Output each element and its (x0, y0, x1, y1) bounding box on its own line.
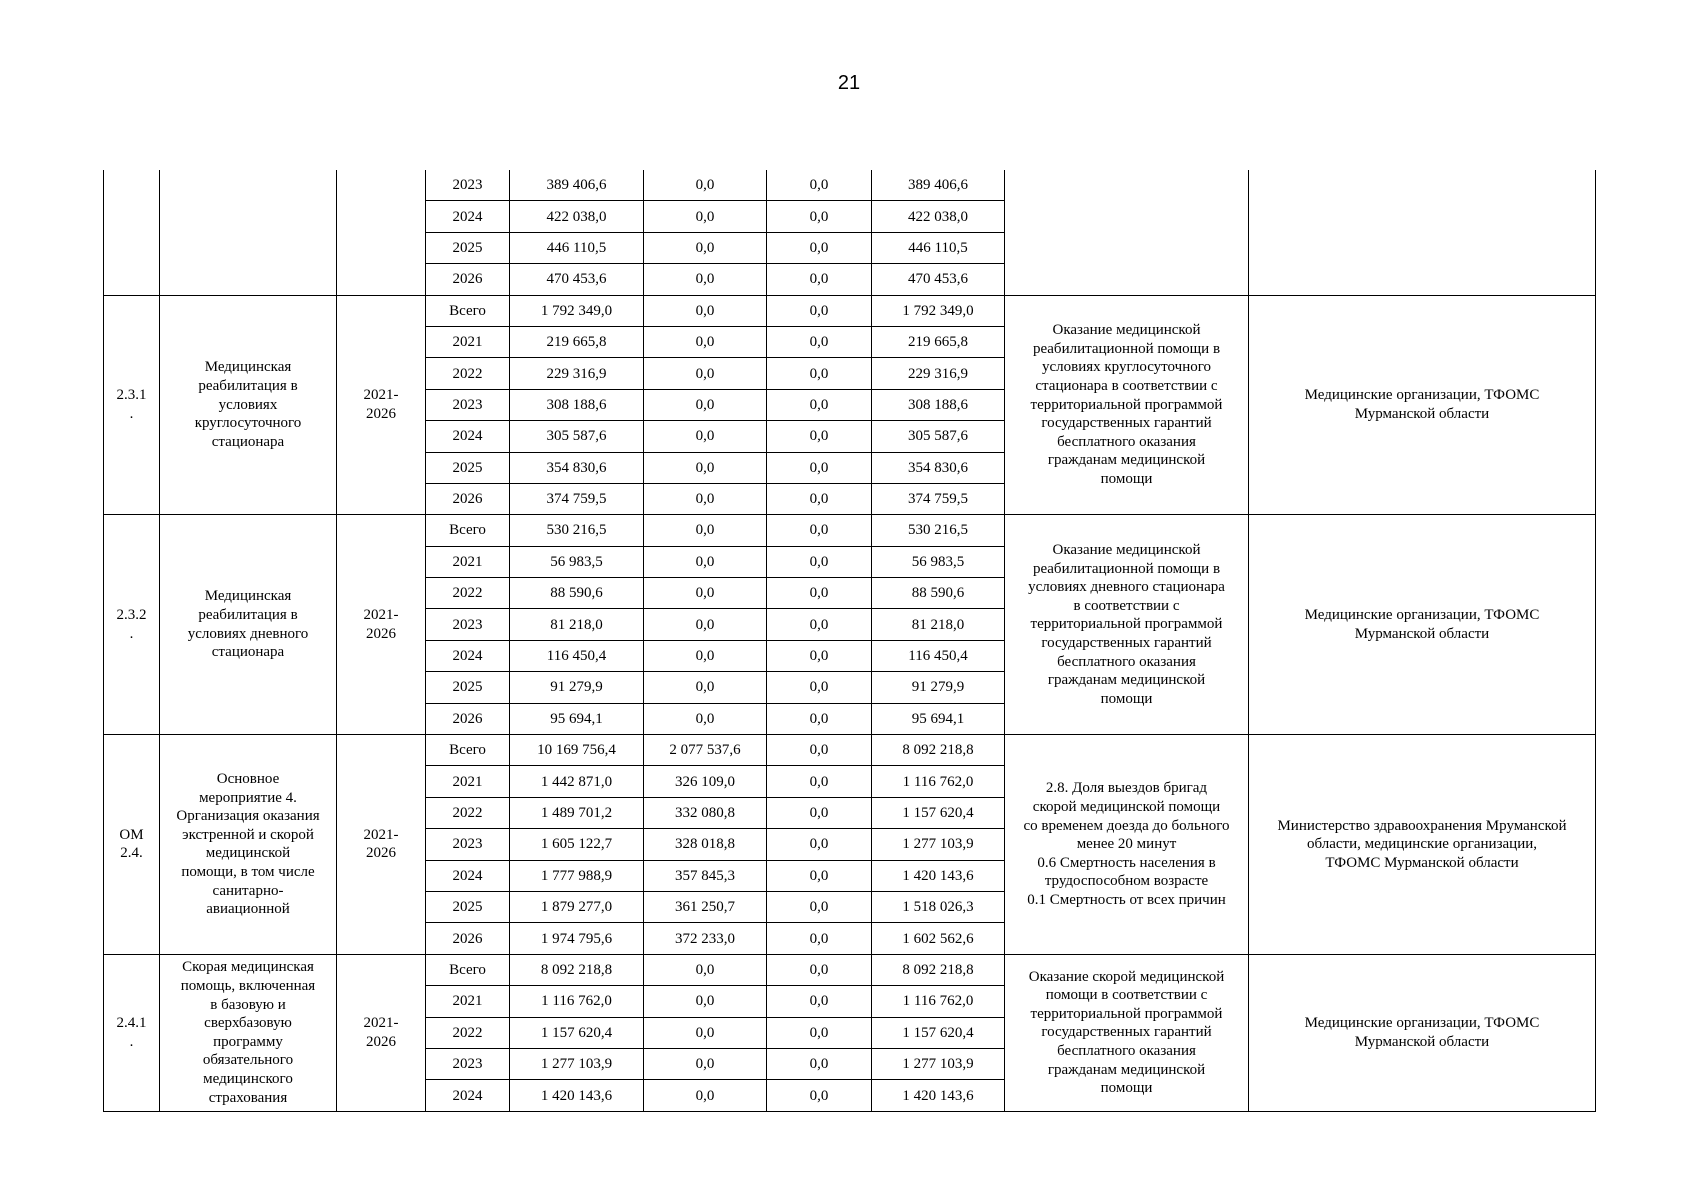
measure-executor: Медицинские организации, ТФОМС Мурманской области (1304, 607, 1540, 642)
cell-source-2: 0,0 (644, 609, 767, 640)
cell-code (104, 515, 160, 735)
cell-total: 354 830,6 (510, 452, 644, 483)
cell-total: 91 279,9 (510, 672, 644, 703)
cell-total: 1 442 871,0 (510, 766, 644, 797)
cell-source-2: 0,0 (644, 1048, 767, 1079)
cell-source-2: 0,0 (644, 578, 767, 609)
cell-source-2: 2 077 537,6 (644, 735, 767, 766)
cell-year: 2025 (426, 452, 510, 483)
cell-source-4: 305 587,6 (872, 421, 1005, 452)
cell-name (160, 515, 337, 735)
cell-name (160, 295, 337, 515)
cell-executor (1249, 295, 1596, 515)
cell-total: 1 792 349,0 (510, 295, 644, 326)
cell-source-2: 0,0 (644, 640, 767, 671)
table-row (104, 515, 1596, 546)
cell-source-3: 0,0 (767, 640, 872, 671)
cell-total: 1 777 988,9 (510, 860, 644, 891)
cell-total: 1 489 701,2 (510, 797, 644, 828)
cell-source-3: 0,0 (767, 578, 872, 609)
cell-source-2: 0,0 (644, 232, 767, 263)
measure-code: ОМ 2.4. (119, 826, 144, 862)
cell-executor (1249, 735, 1596, 955)
cell-source-4: 1 277 103,9 (872, 829, 1005, 860)
cell-source-2: 0,0 (644, 264, 767, 295)
cell-source-4: 354 830,6 (872, 452, 1005, 483)
cell-total: 308 188,6 (510, 389, 644, 420)
measure-name: Основное мероприятие 4. Организация оказания экстренной и скорой медицинской помощи, в том числе санитарно- авиационной (176, 771, 320, 918)
cell-total: 1 277 103,9 (510, 1048, 644, 1079)
cell-code (104, 170, 160, 295)
cell-source-2: 0,0 (644, 672, 767, 703)
cell-year: 2022 (426, 1017, 510, 1048)
program-measures-table (103, 170, 1596, 1112)
measure-period: 2021- 2026 (363, 387, 399, 422)
cell-source-3: 0,0 (767, 672, 872, 703)
cell-source-4: 8 092 218,8 (872, 954, 1005, 985)
cell-total: 229 316,9 (510, 358, 644, 389)
cell-total: 88 590,6 (510, 578, 644, 609)
cell-source-4: 422 038,0 (872, 201, 1005, 232)
cell-source-4: 389 406,6 (872, 170, 1005, 201)
measure-period: 2021- 2026 (363, 826, 399, 862)
cell-year: 2024 (426, 1080, 510, 1111)
cell-source-4: 56 983,5 (872, 546, 1005, 577)
cell-source-2: 0,0 (644, 452, 767, 483)
cell-total: 1 605 122,7 (510, 829, 644, 860)
cell-source-2: 0,0 (644, 201, 767, 232)
cell-year: 2023 (426, 389, 510, 420)
cell-year: 2022 (426, 358, 510, 389)
cell-source-2: 0,0 (644, 1080, 767, 1111)
table-row (104, 735, 1596, 766)
cell-period (337, 170, 426, 295)
cell-year: 2024 (426, 640, 510, 671)
cell-source-3: 0,0 (767, 546, 872, 577)
cell-source-3: 0,0 (767, 201, 872, 232)
cell-total: 95 694,1 (510, 703, 644, 734)
cell-name (160, 170, 337, 295)
cell-code (104, 735, 160, 955)
cell-source-2: 0,0 (644, 295, 767, 326)
cell-source-2: 0,0 (644, 703, 767, 734)
cell-total: 116 450,4 (510, 640, 644, 671)
cell-source-3: 0,0 (767, 358, 872, 389)
cell-total: 305 587,6 (510, 421, 644, 452)
cell-year: 2021 (426, 766, 510, 797)
cell-year: 2024 (426, 421, 510, 452)
cell-source-3: 0,0 (767, 703, 872, 734)
cell-total: 446 110,5 (510, 232, 644, 263)
cell-total: 422 038,0 (510, 201, 644, 232)
cell-source-3: 0,0 (767, 986, 872, 1017)
cell-total: 389 406,6 (510, 170, 644, 201)
cell-year: 2025 (426, 672, 510, 703)
cell-source-3: 0,0 (767, 170, 872, 201)
cell-year: 2021 (426, 326, 510, 357)
cell-total: 470 453,6 (510, 264, 644, 295)
cell-source-3: 0,0 (767, 515, 872, 546)
cell-year: 2022 (426, 797, 510, 828)
cell-code (104, 295, 160, 515)
cell-source-3: 0,0 (767, 1080, 872, 1111)
cell-source-3: 0,0 (767, 421, 872, 452)
cell-source-3: 0,0 (767, 264, 872, 295)
cell-source-2: 0,0 (644, 986, 767, 1017)
cell-source-3: 0,0 (767, 295, 872, 326)
cell-source-3: 0,0 (767, 766, 872, 797)
cell-source-2: 326 109,0 (644, 766, 767, 797)
cell-total: 8 092 218,8 (510, 954, 644, 985)
cell-source-2: 0,0 (644, 389, 767, 420)
measure-indicator: Оказание медицинской реабилитационной помощи в условиях круглосуточного стационара в соответствии с территориальной программой государственных гарантий бесплатного оказания гражданам медицинской помощи (1030, 322, 1223, 487)
cell-source-4: 374 759,5 (872, 483, 1005, 514)
cell-source-3: 0,0 (767, 735, 872, 766)
cell-source-2: 328 018,8 (644, 829, 767, 860)
cell-source-4: 81 218,0 (872, 609, 1005, 640)
cell-source-4: 530 216,5 (872, 515, 1005, 546)
cell-total: 1 116 762,0 (510, 986, 644, 1017)
cell-source-4: 95 694,1 (872, 703, 1005, 734)
cell-source-4: 1 602 562,6 (872, 923, 1005, 954)
cell-source-4: 91 279,9 (872, 672, 1005, 703)
cell-period (337, 735, 426, 955)
cell-source-4: 1 157 620,4 (872, 1017, 1005, 1048)
cell-executor (1249, 954, 1596, 1111)
cell-total: 530 216,5 (510, 515, 644, 546)
measure-period: 2021- 2026 (363, 607, 399, 642)
cell-year: 2024 (426, 860, 510, 891)
cell-source-4: 219 665,8 (872, 326, 1005, 357)
cell-indicator (1005, 295, 1249, 515)
cell-source-4: 1 518 026,3 (872, 891, 1005, 922)
cell-code (104, 954, 160, 1111)
cell-source-2: 0,0 (644, 170, 767, 201)
cell-source-2: 0,0 (644, 954, 767, 985)
cell-year: 2024 (426, 201, 510, 232)
cell-source-3: 0,0 (767, 954, 872, 985)
measure-name: Медицинская реабилитация в условиях дневного стационара (187, 588, 309, 661)
cell-source-3: 0,0 (767, 232, 872, 263)
cell-year: 2023 (426, 1048, 510, 1079)
cell-source-4: 116 450,4 (872, 640, 1005, 671)
cell-total: 1 879 277,0 (510, 891, 644, 922)
cell-executor (1249, 515, 1596, 735)
cell-source-2: 372 233,0 (644, 923, 767, 954)
cell-source-3: 0,0 (767, 797, 872, 828)
measure-code: 2.3.1 . (116, 387, 147, 422)
cell-total: 219 665,8 (510, 326, 644, 357)
cell-source-4: 1 420 143,6 (872, 860, 1005, 891)
cell-total: 1 157 620,4 (510, 1017, 644, 1048)
cell-source-4: 229 316,9 (872, 358, 1005, 389)
cell-year: 2023 (426, 829, 510, 860)
cell-source-2: 332 080,8 (644, 797, 767, 828)
cell-source-3: 0,0 (767, 609, 872, 640)
cell-source-4: 1 277 103,9 (872, 1048, 1005, 1079)
cell-year: 2022 (426, 578, 510, 609)
table-row (104, 295, 1596, 326)
cell-total: 81 218,0 (510, 609, 644, 640)
cell-source-4: 1 116 762,0 (872, 766, 1005, 797)
cell-source-2: 361 250,7 (644, 891, 767, 922)
measure-name: Скорая медицинская помощь, включенная в базовую и сверхбазовую программу обязательного медицинского страхования (180, 959, 316, 1106)
cell-source-3: 0,0 (767, 829, 872, 860)
measure-executor: Медицинские организации, ТФОМС Мурманской области (1304, 1015, 1540, 1050)
cell-source-3: 0,0 (767, 891, 872, 922)
cell-indicator (1005, 170, 1249, 295)
measure-code: 2.4.1 . (116, 1015, 147, 1050)
cell-indicator (1005, 954, 1249, 1111)
cell-indicator (1005, 735, 1249, 955)
cell-year: 2026 (426, 923, 510, 954)
table-row (104, 170, 1596, 201)
cell-source-4: 1 116 762,0 (872, 986, 1005, 1017)
cell-source-3: 0,0 (767, 326, 872, 357)
cell-source-3: 0,0 (767, 483, 872, 514)
cell-source-4: 88 590,6 (872, 578, 1005, 609)
cell-source-4: 1 792 349,0 (872, 295, 1005, 326)
cell-total: 1 420 143,6 (510, 1080, 644, 1111)
cell-total: 1 974 795,6 (510, 923, 644, 954)
cell-year: 2025 (426, 232, 510, 263)
cell-year: 2021 (426, 546, 510, 577)
cell-source-2: 0,0 (644, 546, 767, 577)
cell-source-3: 0,0 (767, 389, 872, 420)
measure-indicator: 2.8. Доля выездов бригад скорой медицинской помощи со временем доезда до больного менее 20 минут 0.6 Смертность населения в трудоспособном возрасте 0.1 Смертность от всех причин (1023, 780, 1230, 908)
cell-year: Всего (426, 954, 510, 985)
cell-year: 2026 (426, 703, 510, 734)
cell-total: 10 169 756,4 (510, 735, 644, 766)
cell-year: Всего (426, 295, 510, 326)
cell-source-2: 0,0 (644, 326, 767, 357)
cell-year: 2026 (426, 264, 510, 295)
cell-source-4: 1 420 143,6 (872, 1080, 1005, 1111)
measure-name: Медицинская реабилитация в условиях круглосуточного стационара (194, 359, 302, 450)
cell-source-3: 0,0 (767, 452, 872, 483)
cell-year: 2026 (426, 483, 510, 514)
cell-period (337, 295, 426, 515)
cell-source-4: 446 110,5 (872, 232, 1005, 263)
measure-indicator: Оказание медицинской реабилитационной помощи в условиях дневного стационара в соответствии с территориальной программой государственных гарантий бесплатного оказания гражданам медицинской помощи (1028, 541, 1225, 707)
cell-source-3: 0,0 (767, 923, 872, 954)
measure-period: 2021- 2026 (363, 1015, 399, 1050)
cell-period (337, 954, 426, 1111)
page-number: 21 (837, 72, 861, 94)
cell-total: 374 759,5 (510, 483, 644, 514)
cell-year: 2021 (426, 986, 510, 1017)
cell-total: 56 983,5 (510, 546, 644, 577)
cell-source-3: 0,0 (767, 1017, 872, 1048)
cell-source-2: 0,0 (644, 358, 767, 389)
cell-source-2: 0,0 (644, 515, 767, 546)
measure-indicator: Оказание скорой медицинской помощи в соответствии с территориальной программой государственных гарантий бесплатного оказания гражданам медицинской помощи (1028, 968, 1225, 1097)
measure-code: 2.3.2 . (116, 607, 147, 642)
cell-source-4: 1 157 620,4 (872, 797, 1005, 828)
cell-name (160, 954, 337, 1111)
measure-executor: Медицинские организации, ТФОМС Мурманской области (1304, 387, 1540, 422)
cell-indicator (1005, 515, 1249, 735)
measure-executor: Министерство здравоохранения Мруманской области, медицинские организации, ТФОМС Мурманской области (1277, 817, 1567, 871)
cell-name (160, 735, 337, 955)
cell-source-2: 0,0 (644, 421, 767, 452)
cell-year: Всего (426, 735, 510, 766)
cell-source-4: 8 092 218,8 (872, 735, 1005, 766)
cell-source-3: 0,0 (767, 1048, 872, 1079)
cell-year: Всего (426, 515, 510, 546)
cell-source-2: 0,0 (644, 483, 767, 514)
cell-year: 2025 (426, 891, 510, 922)
cell-source-4: 308 188,6 (872, 389, 1005, 420)
cell-source-2: 0,0 (644, 1017, 767, 1048)
cell-year: 2023 (426, 170, 510, 201)
cell-executor (1249, 170, 1596, 295)
cell-source-4: 470 453,6 (872, 264, 1005, 295)
table-row (104, 954, 1596, 985)
cell-period (337, 515, 426, 735)
cell-year: 2023 (426, 609, 510, 640)
cell-source-2: 357 845,3 (644, 860, 767, 891)
cell-source-3: 0,0 (767, 860, 872, 891)
